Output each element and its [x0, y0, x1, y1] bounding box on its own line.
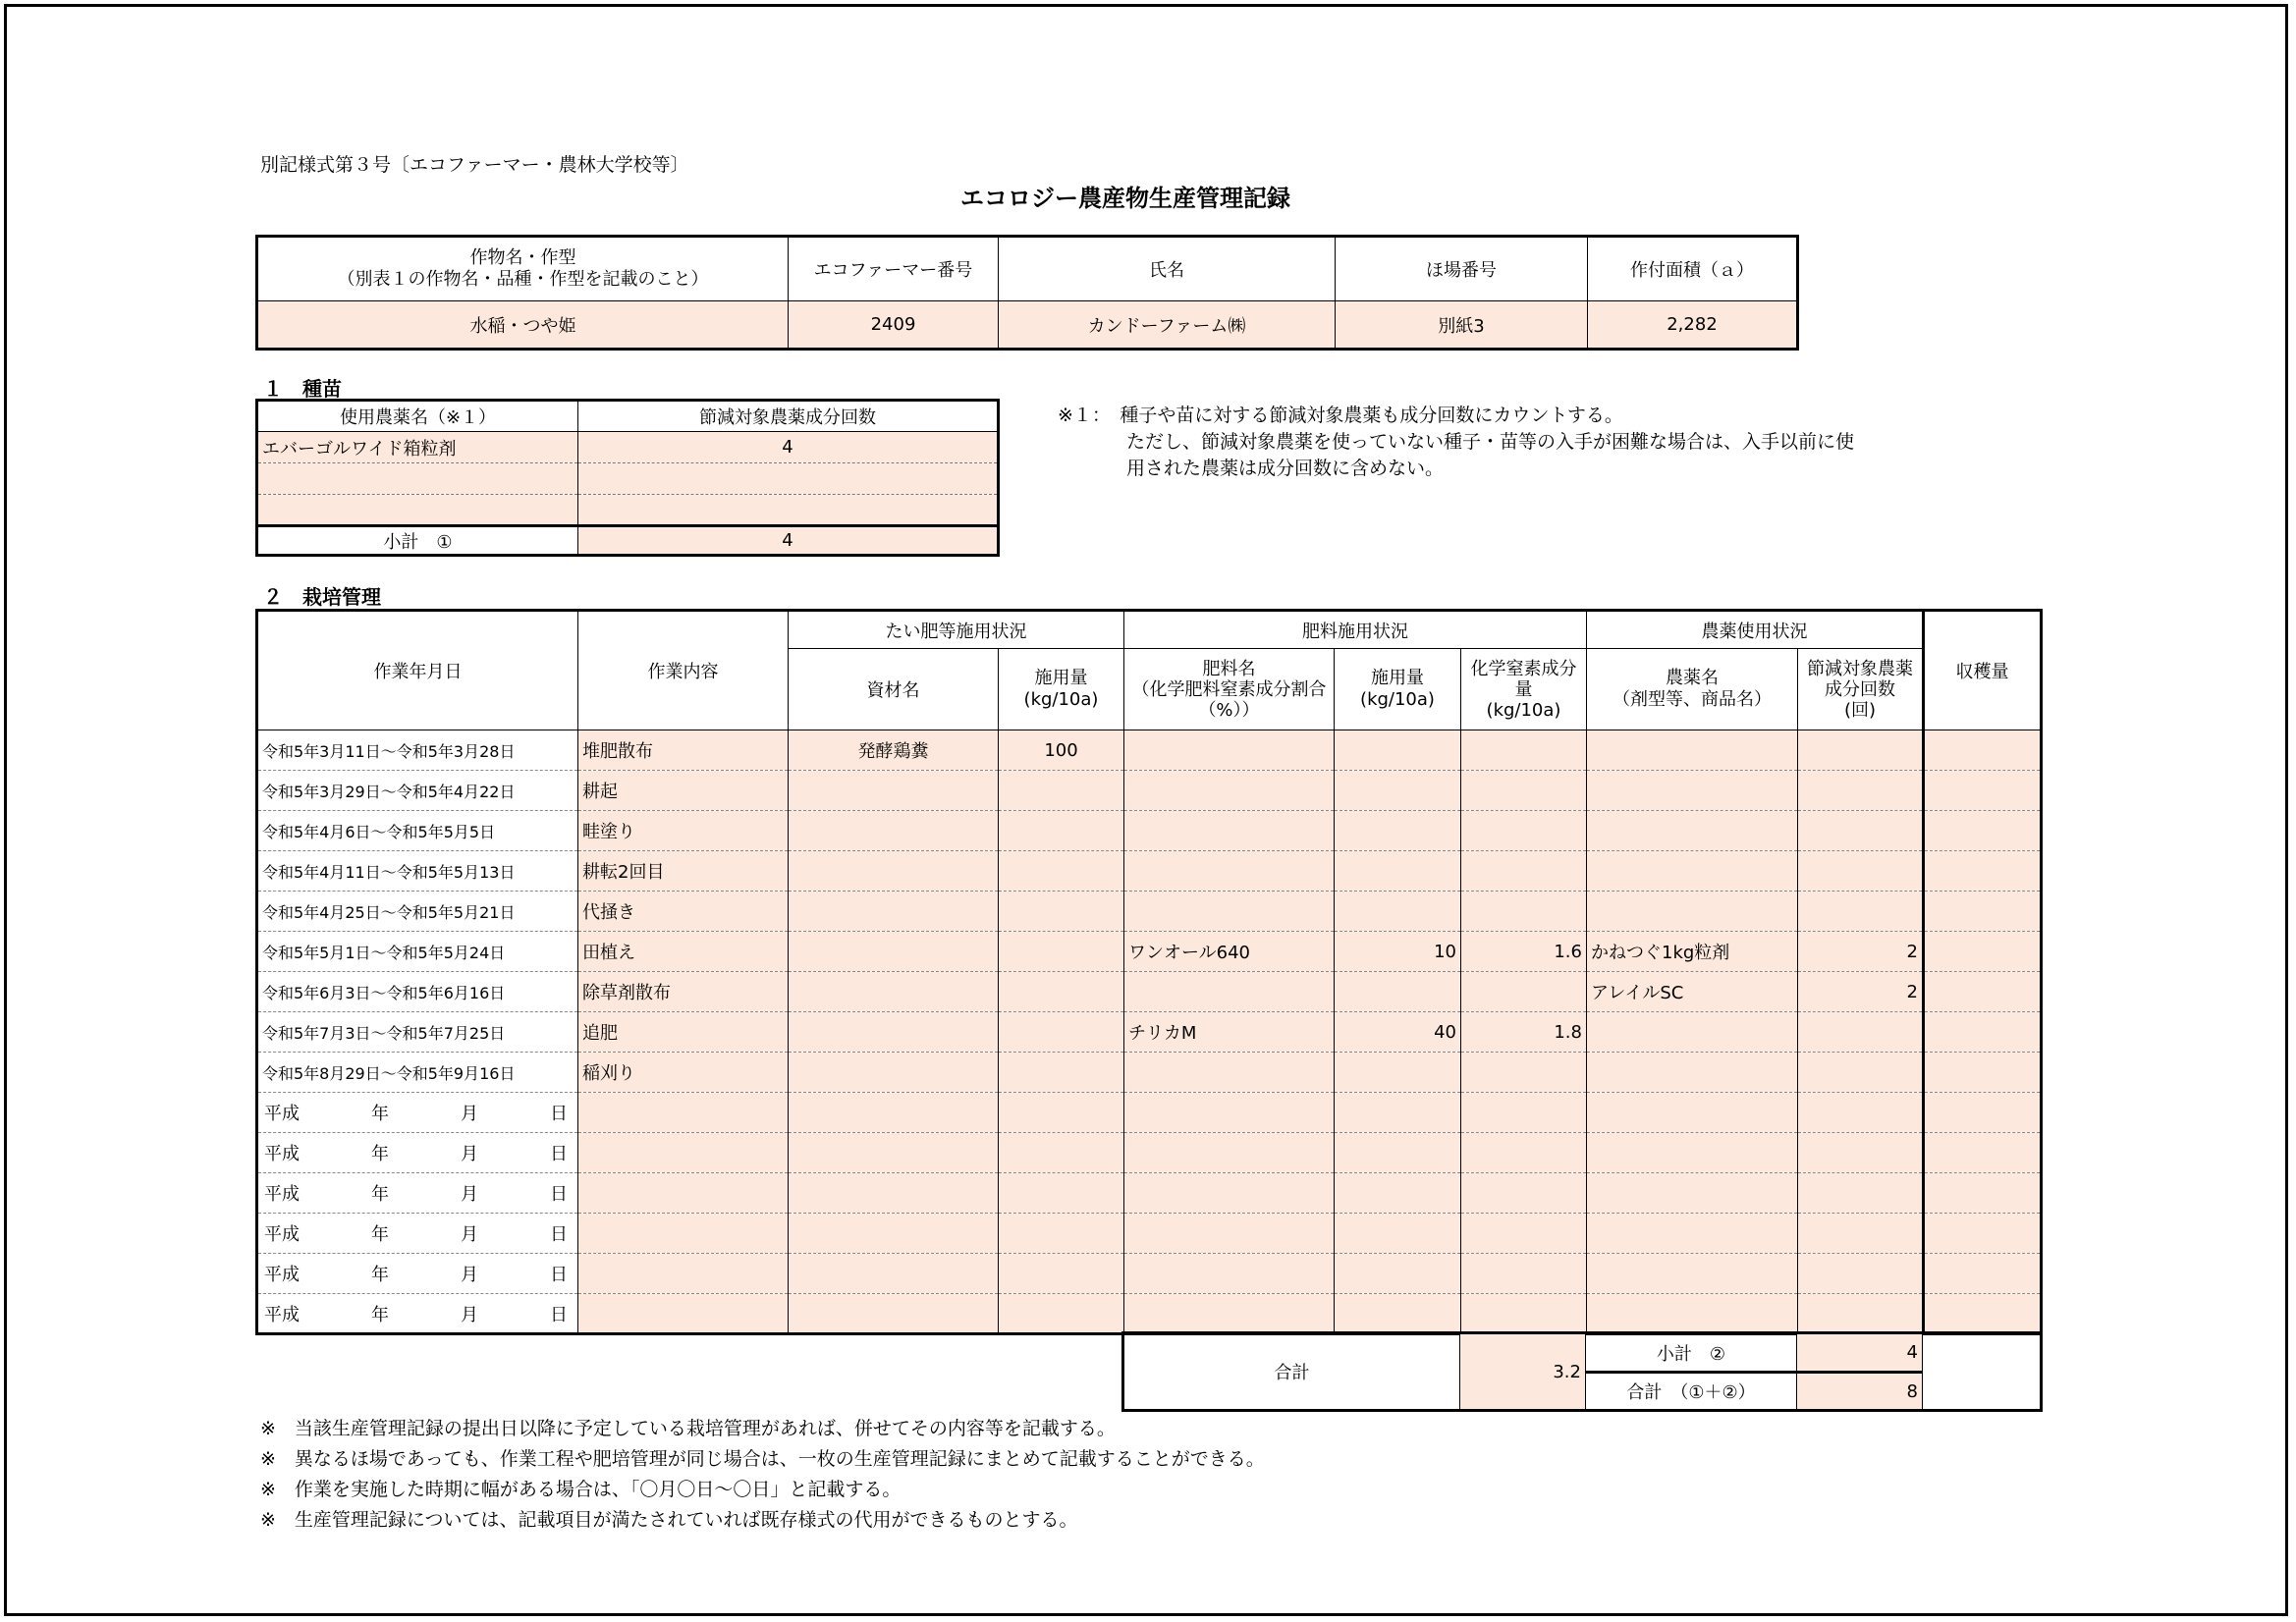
chemical-nitrogen-cell[interactable]	[1461, 972, 1587, 1012]
date-day-label: 日	[550, 1304, 568, 1325]
footnotes	[260, 1414, 1265, 1536]
date-cell[interactable]	[257, 1254, 578, 1294]
chemical-nitrogen-cell[interactable]: 1.8	[1461, 1012, 1587, 1053]
seedling-note-line1: ※１： 種子や苗に対する節減対象農薬も成分回数にカウントする。	[1058, 405, 1623, 426]
date-era-label: 平成	[264, 1144, 300, 1164]
chemical-nitrogen-cell[interactable]	[1461, 892, 1587, 932]
fertilizer-name-header: 肥料名 （化学肥料窒素成分割合（%））	[1124, 649, 1335, 730]
compost-material-cell[interactable]	[789, 1053, 999, 1093]
seedling-pesticide-cell[interactable]: エバーゴルワイド箱粒剤	[257, 432, 578, 463]
harvest-cell[interactable]	[1924, 811, 2042, 851]
fertilizer-amount-cell[interactable]: 40	[1335, 1012, 1461, 1053]
date-year-label: 年	[371, 1265, 389, 1285]
pesticide-count-cell[interactable]	[1798, 1012, 1924, 1053]
fertilizer-amount-header: 施用量 (kg/10a)	[1335, 649, 1461, 730]
harvest-cell[interactable]	[1924, 892, 2042, 932]
fertilizer-amount-cell[interactable]	[1335, 1294, 1461, 1334]
footnote: ※ 当該生産管理記録の提出日以降に予定している栽培管理があれば、併せてその内容等を記載する。	[260, 1418, 1116, 1439]
cultivation-table	[255, 609, 2043, 1335]
date-day-label: 日	[550, 1184, 568, 1205]
work-cell[interactable]: 堆肥散布	[578, 730, 789, 771]
harvest-cell[interactable]	[1924, 1173, 2042, 1214]
chemical-nitrogen-cell[interactable]	[1461, 1173, 1587, 1214]
table-row	[257, 1053, 2042, 1093]
date-era-label: 平成	[264, 1104, 300, 1124]
area-header: 作付面積（ａ）	[1588, 237, 1798, 301]
date-cell[interactable]	[257, 1093, 578, 1133]
compost-amount-cell[interactable]	[999, 972, 1124, 1012]
fertilizer-amount-cell[interactable]	[1335, 1093, 1461, 1133]
compost-material-cell[interactable]	[789, 1214, 999, 1254]
section1-label: １ 種苗	[263, 377, 342, 401]
pesticide-name-cell[interactable]	[1587, 892, 1798, 932]
crop-header-line1: 作物名・作型	[469, 247, 576, 268]
pesticide-count-cell[interactable]	[1798, 730, 1924, 771]
work-cell[interactable]: 耕起	[578, 771, 789, 811]
work-cell[interactable]: 稲刈り	[578, 1053, 789, 1093]
fertilizer-amount-cell[interactable]	[1335, 811, 1461, 851]
table-row	[257, 1093, 2042, 1133]
work-cell[interactable]: 畦塗り	[578, 811, 789, 851]
pesticide-name-cell[interactable]	[1587, 1133, 1798, 1173]
date-day-label: 日	[550, 1104, 568, 1124]
seedling-note-line2: ただし、節減対象農薬を使っていない種子・苗等の入手が困難な場合は、入手以前に使	[1126, 431, 1855, 453]
chemical-nitrogen-cell[interactable]: 1.6	[1461, 932, 1587, 972]
date-cell[interactable]: 令和5年8月29日～令和5年9月16日	[257, 1053, 578, 1093]
date-year-label: 年	[371, 1304, 389, 1325]
header-table	[255, 235, 1799, 351]
fertilizer-amount-cell[interactable]	[1335, 1214, 1461, 1254]
harvest-header: 収穫量	[1924, 611, 2042, 730]
date-year-label: 年	[371, 1104, 389, 1124]
section2-label: ２ 栽培管理	[263, 585, 381, 609]
work-cell[interactable]: 代掻き	[578, 892, 789, 932]
seedling-pesticide-cell[interactable]	[257, 463, 578, 495]
date-cell[interactable]: 令和5年3月29日～令和5年4月22日	[257, 771, 578, 811]
name-value[interactable]: カンドーファーム㈱	[999, 301, 1336, 350]
totals-blank-cell	[1923, 1333, 2042, 1411]
fertilizer-name-cell[interactable]	[1124, 811, 1335, 851]
compost-material-cell[interactable]	[789, 892, 999, 932]
date-cell[interactable]: 令和5年3月11日～令和5年3月28日	[257, 730, 578, 771]
harvest-cell[interactable]	[1924, 771, 2042, 811]
pesticide-count-cell[interactable]	[1798, 1133, 1924, 1173]
fertilizer-name-cell[interactable]	[1124, 1133, 1335, 1173]
fertilizer-name-cell[interactable]	[1124, 1093, 1335, 1133]
fertilizer-name-cell[interactable]	[1124, 851, 1335, 892]
date-cell[interactable]	[257, 1214, 578, 1254]
chemical-nitrogen-cell[interactable]	[1461, 771, 1587, 811]
date-day-label: 日	[550, 1265, 568, 1285]
harvest-cell[interactable]	[1924, 851, 2042, 892]
fertilizer-name-cell[interactable]: チリカM	[1124, 1012, 1335, 1053]
compost-material-header: 資材名	[789, 649, 999, 730]
fertilizer-name-cell[interactable]	[1124, 1173, 1335, 1214]
pesticide-name-cell[interactable]	[1587, 851, 1798, 892]
compost-amount-header: 施用量 (kg/10a)	[999, 649, 1124, 730]
table-row	[257, 1254, 2042, 1294]
date-year-label: 年	[371, 1144, 389, 1164]
footnote: ※ 異なるほ場であっても、作業工程や肥培管理が同じ場合は、一枚の生産管理記録にまとめて記載することができる。	[260, 1448, 1265, 1470]
crop-header-line2: （別表１の作物名・品種・作型を記載のこと）	[337, 269, 709, 290]
compost-material-cell[interactable]	[789, 1012, 999, 1053]
compost-amount-cell[interactable]	[999, 1133, 1124, 1173]
footnote: ※ 生産管理記録については、記載項目が満たされていれば既存様式の代用ができるものとする。	[260, 1509, 1078, 1531]
date-cell[interactable]: 令和5年5月1日～令和5年5月24日	[257, 932, 578, 972]
work-cell[interactable]	[578, 1133, 789, 1173]
pesticide-name-cell[interactable]: かねつぐ1kg粒剤	[1587, 932, 1798, 972]
compost-material-cell[interactable]	[789, 1093, 999, 1133]
date-cell[interactable]: 令和5年6月3日～令和5年6月16日	[257, 972, 578, 1012]
pesticide-name-cell[interactable]	[1587, 811, 1798, 851]
table-row	[257, 972, 2042, 1012]
fertilizer-name-cell[interactable]	[1124, 1214, 1335, 1254]
fertilizer-amount-cell[interactable]	[1335, 1173, 1461, 1214]
pesticide-name-cell[interactable]	[1587, 1214, 1798, 1254]
compost-material-cell[interactable]	[789, 811, 999, 851]
seedling-subtotal-label: 小計 ①	[257, 526, 578, 556]
subtotal2-value: 4	[1797, 1333, 1923, 1373]
work-cell[interactable]	[578, 1173, 789, 1214]
fertilizer-amount-cell[interactable]: 10	[1335, 932, 1461, 972]
harvest-cell[interactable]	[1924, 1053, 2042, 1093]
date-month-label: 月	[461, 1184, 478, 1205]
chemical-nitrogen-cell[interactable]	[1461, 1053, 1587, 1093]
date-month-label: 月	[461, 1265, 478, 1285]
work-cell[interactable]	[578, 1093, 789, 1133]
seedling-count-cell[interactable]	[578, 463, 999, 495]
pesticide-name-cell[interactable]	[1587, 1294, 1798, 1334]
seedling-pesticide-header: 使用農薬名（※１）	[257, 401, 578, 432]
total-label: 合計	[1123, 1333, 1460, 1411]
table-row	[257, 1173, 2042, 1214]
pesticide-count-cell[interactable]: 2	[1798, 932, 1924, 972]
pesticide-count-cell[interactable]	[1798, 811, 1924, 851]
fertilizer-amount-cell[interactable]	[1335, 771, 1461, 811]
fertilizer-amount-cell[interactable]	[1335, 892, 1461, 932]
pesticide-name-cell[interactable]	[1587, 1093, 1798, 1133]
work-cell[interactable]	[578, 1294, 789, 1334]
compost-material-cell[interactable]	[789, 1294, 999, 1334]
crop-value[interactable]: 水稲・つや姫	[257, 301, 789, 350]
harvest-cell[interactable]	[1924, 972, 2042, 1012]
chemical-nitrogen-cell[interactable]	[1461, 1093, 1587, 1133]
pesticide-count-cell[interactable]	[1798, 851, 1924, 892]
table-row	[257, 1294, 2042, 1334]
harvest-cell[interactable]	[1924, 1093, 2042, 1133]
fertilizer-amount-cell[interactable]	[1335, 1133, 1461, 1173]
table-row	[257, 811, 2042, 851]
date-era-label: 平成	[264, 1265, 300, 1285]
pesticide-count-cell[interactable]	[1798, 771, 1924, 811]
compost-material-cell[interactable]: 発酵鶏糞	[789, 730, 999, 771]
seedling-note-line3: 用された農薬は成分回数に含めない。	[1126, 458, 1445, 479]
table-row	[257, 1214, 2042, 1254]
eco-number-header: エコファーマー番号	[789, 237, 999, 301]
fertilizer-amount-cell[interactable]	[1335, 1254, 1461, 1294]
fertilizer-name-cell[interactable]	[1124, 1294, 1335, 1334]
table-row	[257, 932, 2042, 972]
compost-amount-cell[interactable]	[999, 1294, 1124, 1334]
harvest-cell[interactable]	[1924, 730, 2042, 771]
compost-amount-cell[interactable]	[999, 892, 1124, 932]
table-row	[257, 851, 2042, 892]
seedling-subtotal-value: 4	[578, 526, 999, 556]
form-number: 別記様式第３号〔エコファーマー・農林大学校等〕	[260, 154, 689, 176]
compost-amount-cell[interactable]	[999, 851, 1124, 892]
date-month-label: 月	[461, 1304, 478, 1325]
grand-total-label: 合計 （①＋②）	[1586, 1373, 1797, 1411]
pesticide-count-cell[interactable]	[1798, 1214, 1924, 1254]
chemical-nitrogen-cell[interactable]	[1461, 1133, 1587, 1173]
crop-header	[257, 237, 789, 301]
date-day-label: 日	[550, 1224, 568, 1245]
work-header: 作業内容	[578, 611, 789, 730]
compost-amount-cell[interactable]	[999, 811, 1124, 851]
compost-amount-cell[interactable]	[999, 1173, 1124, 1214]
harvest-cell[interactable]	[1924, 932, 2042, 972]
compost-material-cell[interactable]	[789, 1173, 999, 1214]
field-number-value[interactable]: 別紙3	[1336, 301, 1588, 350]
pesticide-name-cell[interactable]	[1587, 1173, 1798, 1214]
fertilizer-name-cell[interactable]	[1124, 1053, 1335, 1093]
work-cell[interactable]	[578, 1214, 789, 1254]
seedling-note	[1058, 403, 1854, 482]
harvest-cell[interactable]	[1924, 1294, 2042, 1334]
date-year-label: 年	[371, 1184, 389, 1205]
document-title: エコロジー農産物生産管理記録	[960, 185, 1290, 212]
table-row	[257, 730, 2042, 771]
eco-number-value[interactable]: 2409	[789, 301, 999, 350]
chemical-nitrogen-header: 化学窒素成分量 (kg/10a)	[1461, 649, 1587, 730]
pesticide-count-cell[interactable]	[1798, 1254, 1924, 1294]
compost-material-cell[interactable]	[789, 972, 999, 1012]
pesticide-count-cell[interactable]	[1798, 1093, 1924, 1133]
subtotal2-label: 小計 ②	[1586, 1333, 1797, 1373]
chemical-nitrogen-cell[interactable]	[1461, 851, 1587, 892]
date-cell[interactable]: 令和5年4月11日～令和5年5月13日	[257, 851, 578, 892]
fertilizer-amount-cell[interactable]	[1335, 851, 1461, 892]
compost-amount-cell[interactable]	[999, 1254, 1124, 1294]
pesticide-name-cell[interactable]	[1587, 1053, 1798, 1093]
compost-amount-cell[interactable]	[999, 1053, 1124, 1093]
seedling-count-cell[interactable]	[578, 495, 999, 526]
work-cell[interactable]: 田植え	[578, 932, 789, 972]
work-cell[interactable]: 追肥	[578, 1012, 789, 1053]
total-nitrogen-value: 3.2	[1460, 1333, 1586, 1411]
date-day-label: 日	[550, 1144, 568, 1164]
date-cell[interactable]: 令和5年7月3日～令和5年7月25日	[257, 1012, 578, 1053]
pesticide-name-cell[interactable]: アレイルSC	[1587, 972, 1798, 1012]
date-era-label: 平成	[264, 1304, 300, 1325]
fertilizer-name-cell[interactable]	[1124, 972, 1335, 1012]
date-cell[interactable]: 令和5年4月6日～令和5年5月5日	[257, 811, 578, 851]
fertilizer-amount-cell[interactable]	[1335, 1053, 1461, 1093]
date-cell[interactable]	[257, 1133, 578, 1173]
compost-material-cell[interactable]	[789, 932, 999, 972]
chemical-nitrogen-cell[interactable]	[1461, 1254, 1587, 1294]
compost-amount-cell[interactable]	[999, 1214, 1124, 1254]
fertilizer-amount-cell[interactable]	[1335, 972, 1461, 1012]
fertilizer-name-cell[interactable]	[1124, 730, 1335, 771]
fertilizer-name-cell[interactable]: ワンオール640	[1124, 932, 1335, 972]
harvest-cell[interactable]	[1924, 1254, 2042, 1294]
pesticide-name-header: 農薬名 （剤型等、商品名）	[1587, 649, 1798, 730]
compost-amount-cell[interactable]	[999, 932, 1124, 972]
pesticide-count-cell[interactable]	[1798, 1053, 1924, 1093]
pesticide-group-header: 農薬使用状況	[1587, 611, 1924, 649]
fertilizer-name-cell[interactable]	[1124, 771, 1335, 811]
compost-group-header: たい肥等施用状況	[789, 611, 1124, 649]
pesticide-name-cell[interactable]	[1587, 1254, 1798, 1294]
date-month-label: 月	[461, 1144, 478, 1164]
seedling-pesticide-cell[interactable]	[257, 495, 578, 526]
date-cell[interactable]: 令和5年4月25日～令和5年5月21日	[257, 892, 578, 932]
harvest-cell[interactable]	[1924, 1214, 2042, 1254]
work-cell[interactable]	[578, 1254, 789, 1294]
table-row	[257, 1133, 2042, 1173]
chemical-nitrogen-cell[interactable]	[1461, 811, 1587, 851]
table-row	[257, 1012, 2042, 1053]
date-cell[interactable]	[257, 1294, 578, 1334]
footnote: ※ 作業を実施した時期に幅がある場合は、「〇月〇日～〇日」と記載する。	[260, 1479, 902, 1500]
pesticide-count-cell[interactable]	[1798, 1173, 1924, 1214]
pesticide-count-cell[interactable]	[1798, 892, 1924, 932]
seedling-table	[255, 399, 1000, 557]
grand-total-value: 8	[1797, 1373, 1923, 1411]
date-year-label: 年	[371, 1224, 389, 1245]
date-era-label: 平成	[264, 1184, 300, 1205]
fertilizer-name-cell[interactable]	[1124, 892, 1335, 932]
pesticide-name-cell[interactable]	[1587, 771, 1798, 811]
harvest-cell[interactable]	[1924, 1012, 2042, 1053]
pesticide-name-cell[interactable]	[1587, 730, 1798, 771]
work-cell[interactable]: 耕転2回目	[578, 851, 789, 892]
seedling-count-cell[interactable]: 4	[578, 432, 999, 463]
pesticide-count-header: 節減対象農薬成分回数 (回)	[1798, 649, 1924, 730]
fertilizer-group-header: 肥料施用状況	[1124, 611, 1587, 649]
chemical-nitrogen-cell[interactable]	[1461, 1214, 1587, 1254]
area-value[interactable]: 2,282	[1588, 301, 1798, 350]
pesticide-name-cell[interactable]	[1587, 1012, 1798, 1053]
harvest-cell[interactable]	[1924, 1133, 2042, 1173]
table-row	[257, 771, 2042, 811]
field-number-header: ほ場番号	[1336, 237, 1588, 301]
table-row	[257, 892, 2042, 932]
chemical-nitrogen-cell[interactable]	[1461, 1294, 1587, 1334]
chemical-nitrogen-cell[interactable]	[1461, 730, 1587, 771]
compost-amount-cell[interactable]	[999, 1093, 1124, 1133]
work-cell[interactable]: 除草剤散布	[578, 972, 789, 1012]
date-header: 作業年月日	[257, 611, 578, 730]
fertilizer-amount-cell[interactable]	[1335, 730, 1461, 771]
compost-amount-cell[interactable]	[999, 771, 1124, 811]
compost-amount-cell[interactable]: 100	[999, 730, 1124, 771]
name-header: 氏名	[999, 237, 1336, 301]
fertilizer-name-cell[interactable]	[1124, 1254, 1335, 1294]
date-month-label: 月	[461, 1104, 478, 1124]
compost-amount-cell[interactable]	[999, 1012, 1124, 1053]
compost-material-cell[interactable]	[789, 1254, 999, 1294]
pesticide-count-cell[interactable]	[1798, 1294, 1924, 1334]
pesticide-count-cell[interactable]: 2	[1798, 972, 1924, 1012]
seedling-count-header: 節減対象農薬成分回数	[578, 401, 999, 432]
date-cell[interactable]	[257, 1173, 578, 1214]
compost-material-cell[interactable]	[789, 771, 999, 811]
totals-table	[1121, 1331, 2043, 1412]
compost-material-cell[interactable]	[789, 851, 999, 892]
date-month-label: 月	[461, 1224, 478, 1245]
date-era-label: 平成	[264, 1224, 300, 1245]
compost-material-cell[interactable]	[789, 1133, 999, 1173]
